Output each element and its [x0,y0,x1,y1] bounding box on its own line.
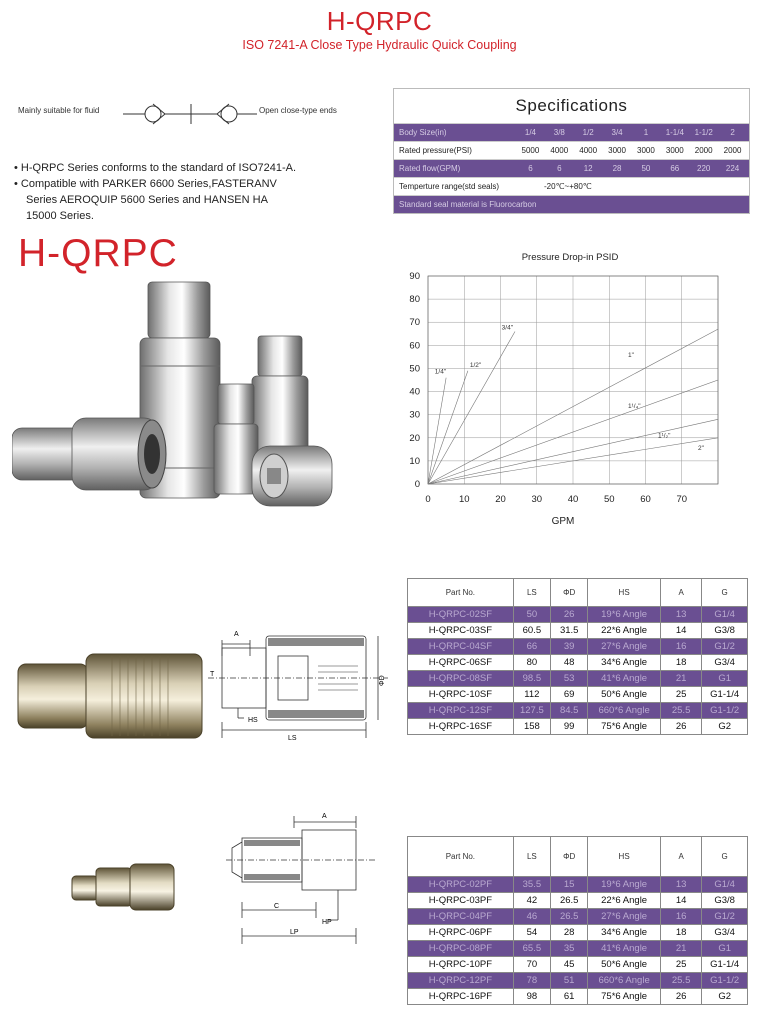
series-label: 3/4" [501,324,513,332]
table-cell: 112 [513,687,550,703]
specifications-title: Specifications [515,96,628,115]
table-row [408,607,748,623]
x-tick-label: 60 [640,494,651,505]
pf-technical-drawing [226,808,386,948]
table-cell: H-QRPC-03PF [408,893,514,909]
table-cell: G1-1/2 [702,973,748,989]
table-cell: G3/8 [702,893,748,909]
table-cell: 80 [513,655,550,671]
series-label: 2" [698,444,704,452]
spec-value: 50 [641,164,651,173]
table-cell: 28 [551,925,588,941]
table-cell: 50*6 Angle [588,687,661,703]
fluid-diagram [18,94,363,134]
x-tick-label: 40 [567,494,579,505]
coupling-product-photo [12,278,352,520]
page-title: H-QRPC [326,6,433,36]
column-header: ΦD [551,579,588,607]
series-label: 1/4" [434,368,447,376]
table-row [408,973,748,989]
table-cell: G1-1/4 [702,687,748,703]
table-cell: 50 [513,607,550,623]
spec-row-seal-material [394,195,749,213]
y-tick-label: 10 [409,455,420,467]
column-header: A [660,579,701,607]
dim-ls-label: LS [288,735,297,742]
table-cell: 48 [551,655,588,671]
spec-value: 1/4 [524,128,536,137]
spec-value: 6 [557,164,562,173]
x-tick-label: 50 [603,494,615,505]
coupling-symbol-icon [123,96,259,132]
dim-t-label: T [210,671,215,678]
x-axis-label: GPM [551,516,575,527]
table-cell: 21 [660,671,701,687]
table-cell: 70 [513,957,550,973]
spec-label: Body Size(in) [399,128,447,137]
column-header: Part No. [408,837,514,877]
x-tick-label: 0 [425,494,431,505]
dim-hs-label: HS [248,717,258,724]
x-tick-label: 10 [458,494,470,505]
table-cell: 25 [660,957,701,973]
table-cell: H-QRPC-02PF [408,877,514,893]
table-cell: G1-1/4 [702,957,748,973]
feature-list [14,160,364,224]
spec-label: Rated flow(GPM) [399,164,461,173]
pf-plug-photo [70,860,180,914]
table-row [408,909,748,925]
table-cell: 99 [551,719,588,735]
table-cell: G1/4 [702,877,748,893]
table-cell: 35.5 [513,877,550,893]
column-header: HS [588,837,661,877]
column-header: A [660,837,701,877]
spec-value: 12 [583,164,593,173]
table-cell: 34*6 Angle [588,655,661,671]
table-cell: G1/4 [702,607,748,623]
table-cell: G1-1/2 [702,703,748,719]
table-cell: H-QRPC-04SF [408,639,514,655]
table-cell: 25 [660,687,701,703]
table-cell: 25.5 [660,703,701,719]
spec-value: 1 [643,128,649,137]
spec-value: 3000 [637,146,655,155]
table-cell: G3/4 [702,925,748,941]
series-label: 1¹/₄" [628,403,641,410]
table-cell: 18 [660,655,701,671]
spec-value: 3/8 [553,128,565,137]
x-tick-label: 20 [495,494,506,505]
column-header: HS [588,579,661,607]
pressure-drop-chart [392,266,732,536]
table-cell: 98 [513,989,550,1005]
spec-value: 2 [730,128,735,137]
table-cell: 42 [513,893,550,909]
table-cell: 26 [551,607,588,623]
table-cell: 66 [513,639,550,655]
table-cell: 14 [660,623,701,639]
dim-hp-label: HP [322,919,332,926]
table-row [408,703,748,719]
y-tick-label: 0 [414,479,420,490]
table-cell: 21 [660,941,701,957]
series-label: 1¹/₂" [658,432,671,440]
table-cell: 16 [660,909,701,925]
dim-lp-label: LP [290,929,299,936]
table-cell: 13 [660,607,701,623]
spec-value: 1/2 [582,128,594,137]
spec-value: 4000 [579,146,598,155]
table-cell: 19*6 Angle [588,877,661,893]
table-row [408,957,748,973]
series-label: 1" [628,352,634,360]
table-row [408,893,748,909]
table-cell: H-QRPC-03SF [408,623,514,639]
table-cell: H-QRPC-06SF [408,655,514,671]
table-row [408,719,748,735]
spec-value: 3/4 [611,128,623,137]
series-line [428,368,468,484]
table-cell: 660*6 Angle [588,973,661,989]
series-label: 1/2" [469,361,482,369]
section-title: H-QRPC [18,232,178,275]
y-tick-label: 50 [409,363,420,375]
page-subtitle: ISO 7241-A Close Type Hydraulic Quick Coupling [242,38,517,52]
dim-c-label: C [274,903,280,910]
table-cell: 26.5 [551,909,588,925]
table-cell: H-QRPC-04PF [408,909,514,925]
spec-value: 2000 [723,146,742,155]
table-cell: 34*6 Angle [588,925,661,941]
table-cell: 158 [513,719,550,735]
table-cell: H-QRPC-10SF [408,687,514,703]
spec-label: Temperture range(std seals) [399,182,500,191]
table-cell: 46 [513,909,550,925]
x-tick-label: 70 [676,494,688,505]
table-cell: G1/2 [702,909,748,925]
table-cell: 127.5 [513,703,550,719]
spec-row-rated-flow [394,159,749,177]
table-cell: H-QRPC-08PF [408,941,514,957]
table-cell: 26 [660,989,701,1005]
table-cell: 660*6 Angle [588,703,661,719]
table-cell: G3/8 [702,623,748,639]
column-header: LS [513,837,550,877]
dim-d-label: ΦD [379,675,386,686]
column-header: Part No. [408,579,514,607]
table-cell: 13 [660,877,701,893]
table-cell: 51 [551,973,588,989]
specifications-panel [393,88,750,214]
table-cell: 35 [551,941,588,957]
spec-row-temperature [394,177,749,195]
dim-a-label: A [234,631,239,638]
spec-value: 1-1/4 [665,128,684,137]
sf-technical-drawing [208,626,398,746]
table-row [408,655,748,671]
table-cell: 45 [551,957,588,973]
table-cell: 75*6 Angle [588,989,661,1005]
table-cell: 75*6 Angle [588,719,661,735]
table-cell: 27*6 Angle [588,909,661,925]
spec-value: 6 [528,164,533,173]
spec-value: 1-1/2 [694,128,713,137]
table-cell: 54 [513,925,550,941]
table-cell: H-QRPC-16PF [408,989,514,1005]
y-tick-label: 60 [409,340,420,352]
spec-label: Standard seal material is Fluorocarbon [399,200,537,209]
spec-value: 4000 [550,146,569,155]
spec-value: -20℃~+80℃ [544,182,592,191]
table-cell: H-QRPC-12SF [408,703,514,719]
table-row [408,623,748,639]
column-header: G [702,579,748,607]
chart-title: Pressure Drop-in PSID [521,252,619,263]
table-cell: 31.5 [551,623,588,639]
spec-value: 220 [697,164,711,173]
table-cell: H-QRPC-08SF [408,671,514,687]
table-cell: 60.5 [513,623,550,639]
pf-dimensions-table [407,836,748,1005]
table-cell: 53 [551,671,588,687]
feature-line: 15000 Series. [26,210,94,222]
table-cell: H-QRPC-06PF [408,925,514,941]
table-row [408,687,748,703]
table-cell: G3/4 [702,655,748,671]
y-tick-label: 90 [409,271,420,282]
feature-line: • Compatible with PARKER 6600 Series,FASTERANV [14,178,277,190]
table-cell: G1 [702,671,748,687]
column-header: LS [513,579,550,607]
y-tick-label: 30 [409,409,420,421]
table-cell: 41*6 Angle [588,941,661,957]
table-row [408,925,748,941]
table-cell: 25.5 [660,973,701,989]
table-cell: 50*6 Angle [588,957,661,973]
spec-value: 2000 [694,146,713,155]
table-cell: G2 [702,719,748,735]
spec-value: 5000 [521,146,540,155]
table-cell: 41*6 Angle [588,671,661,687]
table-cell: 15 [551,877,588,893]
feature-line: Series AEROQUIP 5600 Series and HANSEN HA [26,194,268,206]
table-cell: G2 [702,989,748,1005]
spec-value: 28 [612,164,622,173]
table-cell: 19*6 Angle [588,607,661,623]
sf-dimensions-table [407,578,748,735]
spec-row-rated-pressure [394,141,749,159]
table-cell: 18 [660,925,701,941]
spec-value: 224 [725,164,740,173]
table-cell: 27*6 Angle [588,639,661,655]
table-cell: 26.5 [551,893,588,909]
table-cell: H-QRPC-12PF [408,973,514,989]
table-cell: H-QRPC-02SF [408,607,514,623]
table-cell: 61 [551,989,588,1005]
y-tick-label: 40 [409,386,420,398]
table-row [408,989,748,1005]
y-tick-label: 20 [409,432,420,444]
table-row [408,671,748,687]
table-cell: G1 [702,941,748,957]
table-cell: 16 [660,639,701,655]
column-header: ΦD [551,837,588,877]
table-cell: 78 [513,973,550,989]
fluid-right-label: Open close-type ends [259,106,337,115]
table-row [408,941,748,957]
table-cell: G1/2 [702,639,748,655]
fluid-left-label: Mainly suitable for fluid [18,106,100,115]
table-row [408,877,748,893]
table-cell: 14 [660,893,701,909]
dim-a-label: A [322,813,327,820]
spec-value: 66 [670,164,680,173]
table-cell: 22*6 Angle [588,623,661,639]
spec-value: 3000 [608,146,626,155]
spec-label: Rated pressure(PSI) [399,146,472,155]
spec-row-body-size [394,123,749,141]
sf-coupling-photo [16,650,206,742]
table-cell: 26 [660,719,701,735]
y-tick-label: 70 [409,317,420,329]
table-cell: 65.5 [513,941,550,957]
table-cell: 84.5 [551,703,588,719]
table-cell: H-QRPC-16SF [408,719,514,735]
table-cell: 69 [551,687,588,703]
table-row [408,639,748,655]
column-header: G [702,837,748,877]
x-tick-label: 30 [531,494,543,505]
table-cell: 98.5 [513,671,550,687]
feature-line: • H-QRPC Series conforms to the standard of ISO7241-A. [14,162,297,174]
table-cell: H-QRPC-10PF [408,957,514,973]
spec-value: 3000 [665,146,684,155]
table-cell: 39 [551,639,588,655]
table-cell: 22*6 Angle [588,893,661,909]
y-tick-label: 80 [409,294,420,306]
